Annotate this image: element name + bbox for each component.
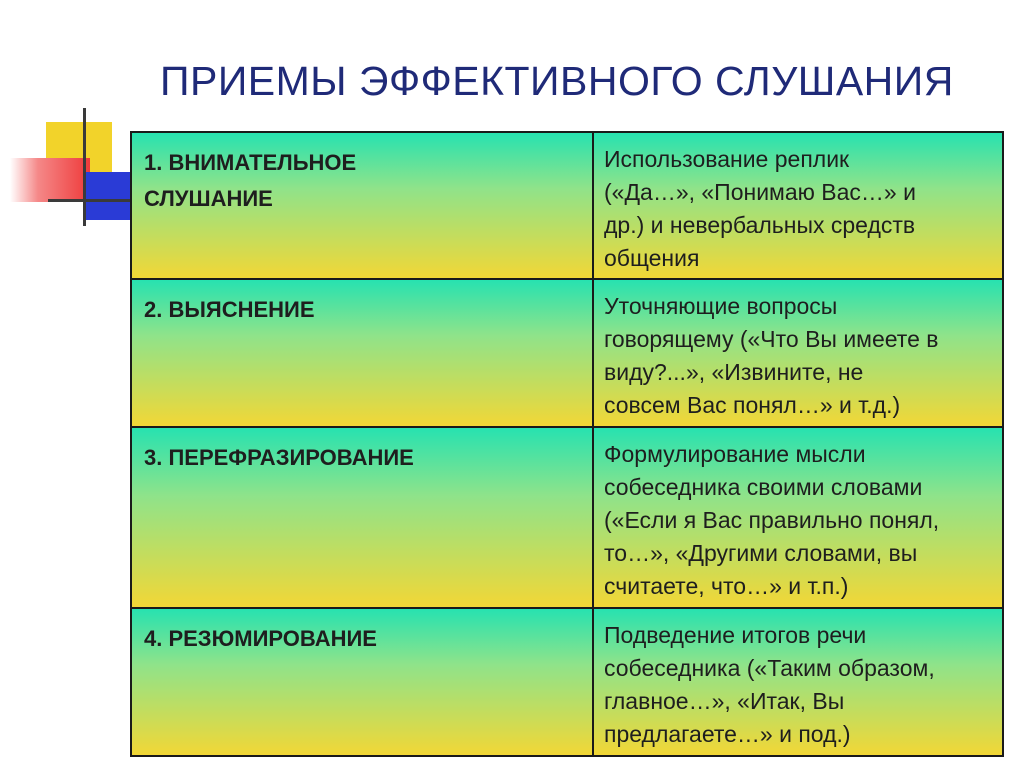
technique-text: 1. ВНИМАТЕЛЬНОЕ xyxy=(144,150,357,175)
technique-text: 2. ВЫЯСНЕНИЕ xyxy=(144,297,315,322)
description-text: виду?...», «Извините, не xyxy=(604,359,864,385)
description-text: собеседника («Таким образом, xyxy=(604,655,935,681)
logo-horizontal-line xyxy=(48,199,132,202)
description-text: говорящему («Что Вы имеете в xyxy=(604,326,939,352)
description-text: предлагаете…» и под.) xyxy=(604,721,851,747)
techniques-table xyxy=(130,131,1004,757)
technique-text: 4. РЕЗЮМИРОВАНИЕ xyxy=(144,626,377,651)
logo-vertical-line xyxy=(83,108,86,226)
table-row xyxy=(131,279,1003,427)
description-text: («Да…», «Понимаю Вас…» и xyxy=(604,179,916,205)
description-text: совсем Вас понял…» и т.д.) xyxy=(604,392,901,418)
table-row xyxy=(131,132,1003,279)
technique-cell xyxy=(131,427,593,608)
technique-cell xyxy=(131,279,593,427)
description-text: считаете, что…» и т.п.) xyxy=(604,573,849,599)
description-cell xyxy=(593,608,1003,756)
technique-text: СЛУШАНИЕ xyxy=(144,186,273,211)
description-text: Подведение итогов речи xyxy=(604,622,867,648)
description-text: общения xyxy=(604,245,700,271)
description-text: др.) и невербальных средств xyxy=(604,212,916,238)
description-text: («Если я Вас правильно понял, xyxy=(604,507,940,533)
slide-title: ПРИЕМЫ ЭФФЕКТИВНОГО СЛУШАНИЯ xyxy=(160,58,954,104)
technique-cell xyxy=(131,608,593,756)
description-text: Формулирование мысли xyxy=(604,441,866,467)
description-text: Использование реплик xyxy=(604,146,850,172)
description-text: собеседника своими словами xyxy=(604,474,923,500)
logo-red-square xyxy=(10,158,90,202)
logo-blue-square xyxy=(86,172,130,220)
description-cell xyxy=(593,132,1003,279)
technique-text: 3. ПЕРЕФРАЗИРОВАНИЕ xyxy=(144,445,414,470)
table-row xyxy=(131,427,1003,608)
description-text: то…», «Другими словами, вы xyxy=(604,540,918,566)
description-cell xyxy=(593,427,1003,608)
technique-cell xyxy=(131,132,593,279)
description-text: Уточняющие вопросы xyxy=(604,293,838,319)
table-row xyxy=(131,608,1003,756)
description-cell xyxy=(593,279,1003,427)
description-text: главное…», «Итак, Вы xyxy=(604,688,845,714)
